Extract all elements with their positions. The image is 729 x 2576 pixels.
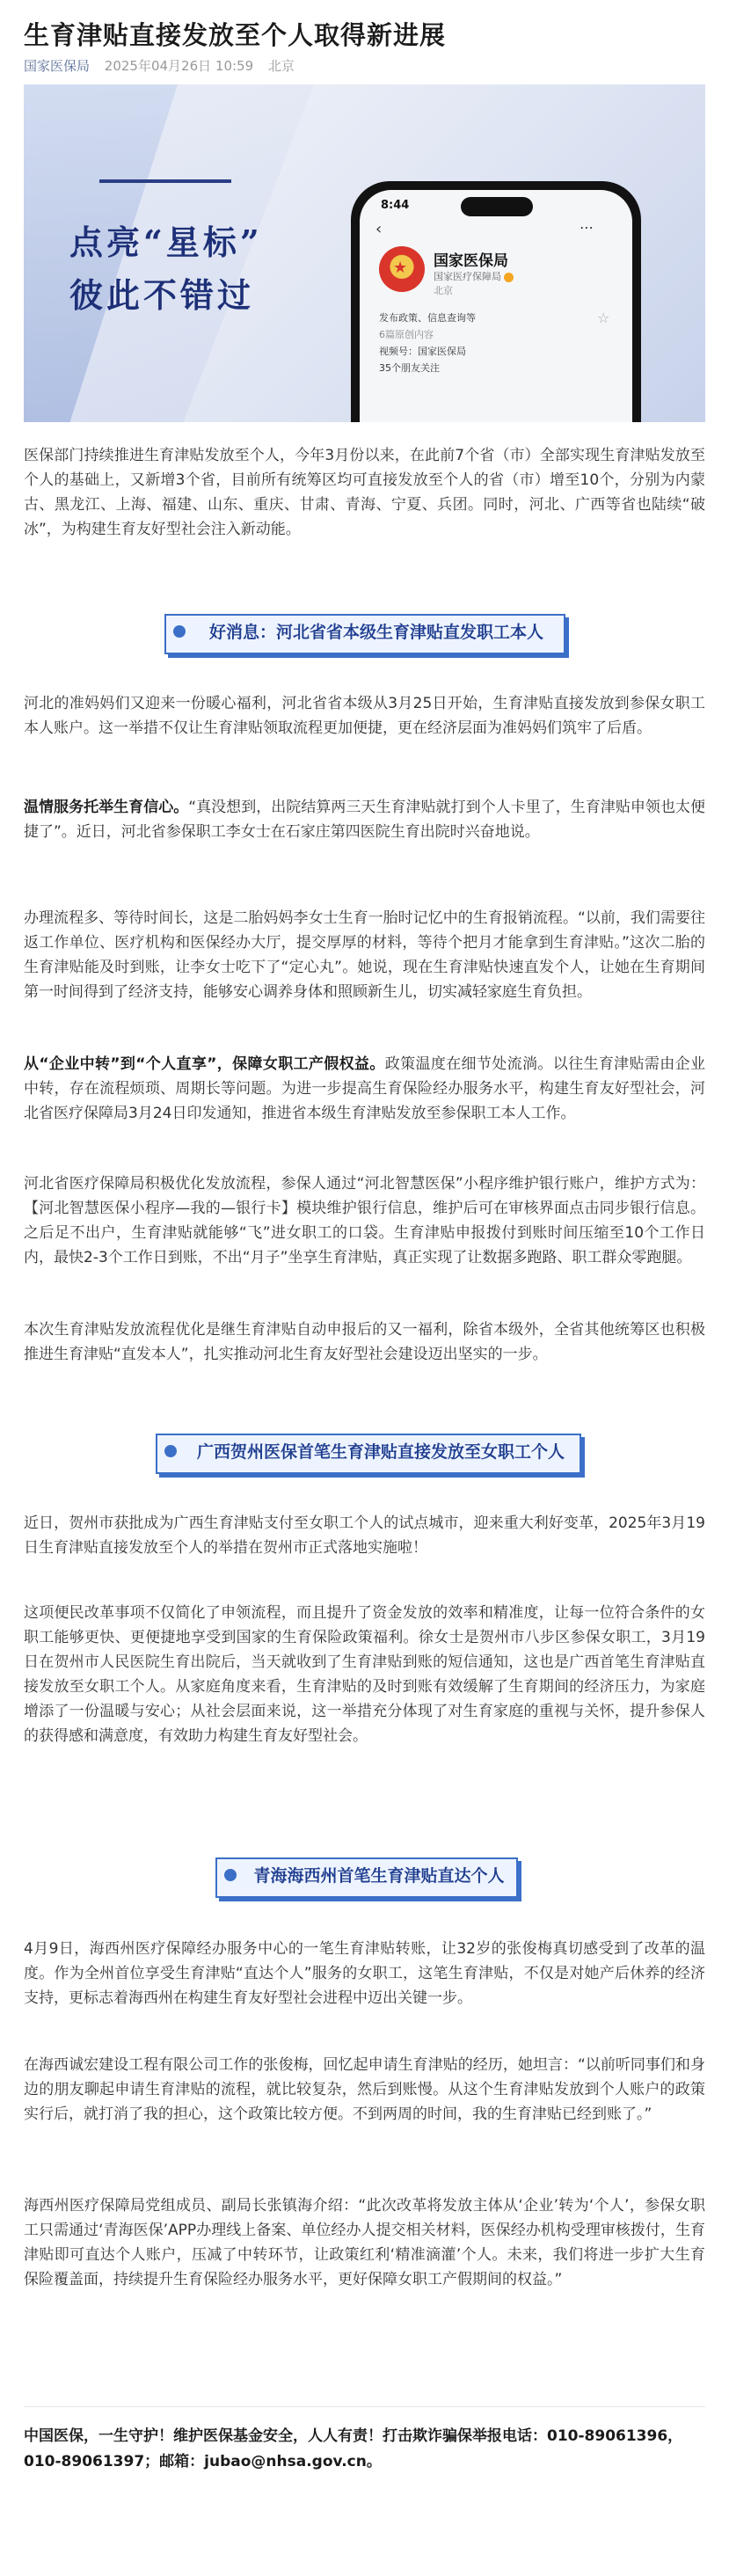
section-heading-hebei [24,610,705,656]
qinghai-paragraph-3: 海西州医疗保障局党组成员、副局长张镇海介绍：“此次改革将发放主体从‘企业’转为‘个人’，参保女职工只需通过‘青海医保’APP办理线上备案、单位经办人提交相关材料，医保经办机构受理审核拨付，生育津贴即可直达个人账户，压减了中转环节，让政策红利‘精准滴灌’个人。未来，我们将进一步扩大生育保险覆盖面，持续提升生育保险经办服务水平，更好保障女职工产假期间的权益。” [24,2197,705,2288]
section-heading-text: 青海海西州首笔生育津贴直达个人 [253,1866,505,1886]
account-avatar-emblem [379,246,425,292]
more-dots-icon: ⋯ [580,219,595,236]
account-video-channel: 视频号：国家医保局 [379,346,466,357]
article-title: 生育津贴直接发放至个人取得新进展 [24,20,447,50]
hebei-paragraph-3: 办理流程多、等待时间长，这是二胎妈妈李女士生育一胎时记忆中的生育报销流程。“以前，我们需要往返工作单位、医疗机构和医保经办大厅，提交厚厚的材料，等待个把月才能拿到生育津贴。”这次二胎的生育津贴能及时到账，让李女士吃下了“定心丸”。她说，现在生育津贴快速直发个人，让她在生育期间第一时间得到了经济支持，能够安心调养身体和照顾新生儿，切实减轻家庭生育负担。 [24,909,705,1001]
hebei-paragraph-2: 温情服务托举生育信心。“真没想到，出院结算两三天生育津贴就打到个人卡里了，生育津贴申领也太便捷了”。近日，河北省参保职工李女士在石家庄第四医院生育出院时兴奋地说。 [24,799,705,841]
heading-dot-icon [173,625,186,638]
article-source-link[interactable]: 国家医保局 [24,58,91,74]
footer-divider [24,2406,705,2407]
banner-slogan-line2: 彼此不错过 [69,275,255,315]
qinghai-paragraph-1: 4月9日，海西州医疗保障经办服务中心的一笔生育津贴转账，让32岁的张俊梅真切感受到了改革的温度。作为全州首位享受生育津贴“直达个人”服务的女职工，这笔生育津贴，不仅是对她产后休养的经济支持，更标志着海西州在构建生育友好型社会进程中迈出关键一步。 [24,1940,705,2007]
heading-dot-icon [224,1869,237,1881]
account-original-count: 6篇原创内容 [379,329,434,340]
phone-mockup [351,181,641,422]
banner-slogan-line1: 点亮“星标” [69,223,263,262]
back-arrow-icon: ‹ [375,220,383,238]
publish-location: 北京 [267,58,295,74]
phone-notch [461,197,533,216]
hebei-lead-2: 温情服务托举生育信心。 [24,799,189,816]
section-heading-guangxi [24,1430,705,1476]
intro-paragraph: 医保部门持续推进生育津贴发放至个人，今年3月份以来，在此前7个省（市）全部实现生育津贴发放至个人的基础上，又新增3个省，目前所有统筹区均可直接发放至个人的省（市）增至10个，分别为内蒙古、黑龙江、上海、福建、山东、重庆、甘肃、青海、宁夏、兵团。同时，河北、广西等省也陆续“破冰”，为构建生育友好型社会注入新动能。 [24,447,705,538]
hebei-paragraph-1: 河北的准妈妈们又迎来一份暖心福利，河北省省本级从3月25日开始，生育津贴直接发放到参保女职工本人账户。这一举措不仅让生育津贴领取流程更加便捷，更在经济层面为准妈妈们筑牢了后盾。 [24,695,705,737]
hebei-lead-4: 从“企业中转”到“个人直享”，保障女职工产假权益。 [24,1055,385,1073]
hebei-paragraph-6: 本次生育津贴发放流程优化是继生育津贴自动申报后的又一福利，除省本级外，全省其他统筹区也积极推进生育津贴“直发本人”，扎实推动河北生育友好型社会建设迈出坚实的一步。 [24,1321,705,1363]
account-location: 北京 [434,285,453,296]
heading-dot-icon [164,1445,177,1457]
section-heading-qinghai [24,1854,705,1900]
banner-slogan [69,216,263,322]
star-icon: ★ [393,259,408,277]
account-info [379,310,476,376]
star-banner-image [24,84,705,422]
section-heading-text: 好消息：河北省省本级生育津贴直发职工本人 [208,623,543,642]
account-friends-follow: 35个朋友关注 [379,362,440,374]
article-meta [24,56,295,75]
guangxi-paragraph-1: 近日，贺州市获批成为广西生育津贴支付至女职工个人的试点城市，迎来重大利好变革，2025年3月19日生育津贴直接发放至个人的举措在贺州市正式落地实施啦！ [24,1514,705,1557]
account-name: 国家医保局 [434,252,508,270]
account-desc: 发布政策、信息查询等 [379,312,476,324]
qinghai-paragraph-2: 在海西诚宏建设工程有限公司工作的张俊梅，回忆起申请生育津贴的经历，她坦言：“以前听同事们和身边的朋友聊起申请生育津贴的流程，就比较复杂，然后到账慢。从这个生育津贴发放到个人账户的政策实行后，就打消了我的担心，这个政策比较方便。不到两周的时间，我的生育津贴已经到账了。” [24,2056,705,2123]
star-outline-icon: ☆ [597,310,610,326]
banner-accent-line [99,179,231,183]
publish-date: 2025年04月26日 10:59 [104,58,254,74]
hebei-paragraph-5: 河北省医疗保障局积极优化发放流程，参保人通过“河北智慧医保”小程序维护银行账户，维护方式为：【河北智慧医保小程序—我的—银行卡】模块维护银行信息，维护后可在审核界面点击同步银行信息。之后足不出户，生育津贴就能够“飞”进女职工的口袋。生育津贴申报拨付到账时间压缩至10个工作日内，最快2-3个工作日到账，不出“月子”坐享生育津贴，真正实现了让数据多跑路、职工群众零跑腿。 [24,1175,705,1266]
account-org: 国家医疗保障局 [434,269,514,283]
footer-notice [24,2424,705,2475]
hebei-paragraph-4: 从“企业中转”到“个人直享”，保障女职工产假权益。政策温度在细节处流淌。以往生育津贴需由企业中转，存在流程烦琐、周期长等问题。为进一步提高生育保险经办服务水平，构建生育友好型社会，河北省医疗保障局3月24日印发通知，推进省本级生育津贴发放至参保职工本人工作。 [24,1055,705,1122]
verified-badge-icon [504,273,514,282]
footer-text: 中国医保，一生守护！维护医保基金安全，人人有责！打击欺诈骗保举报电话：010-89061396，010-89061397；邮箱：jubao@nhsa.gov.cn。 [24,2427,683,2470]
phone-screen [360,190,632,422]
phone-time: 8:44 [381,199,410,212]
guangxi-paragraph-2: 这项便民改革事项不仅简化了申领流程，而且提升了资金发放的效率和精准度，让每一位符合条件的女职工能够更快、更便捷地享受到国家的生育保险政策福利。徐女士是贺州市八步区参保女职工，3月19日在贺州市人民医院生育出院后，当天就收到了生育津贴到账的短信通知，这也是广西首笔生育津贴直接发放至女职工个人。从家庭角度来看，生育津贴的及时到账有效缓解了生育期间的经济压力，为家庭增添了一份温暖与安心；从社会层面来说，这一举措充分体现了对生育家庭的重视与关怀，提升参保人的获得感和满意度，有效助力构建生育友好型社会。 [24,1604,705,1745]
section-heading-text: 广西贺州医保首笔生育津贴直接发放至女职工个人 [196,1442,565,1462]
